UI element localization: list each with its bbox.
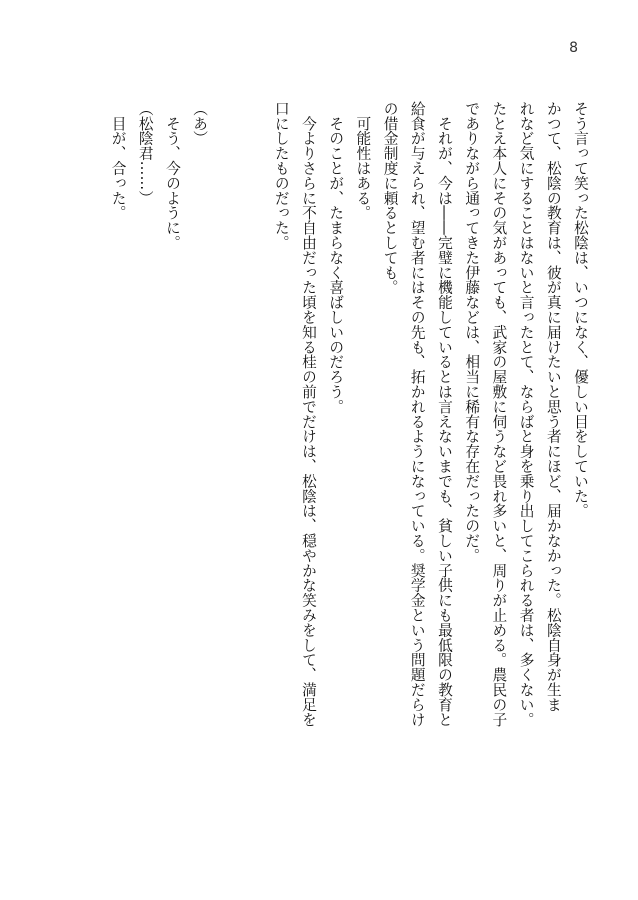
text-line: たとえ本人にその気があっても、武家の屋敷に伺うなど畏れ多いと、周りが止める。農民の子 (490, 101, 508, 727)
blank-line (240, 101, 267, 871)
page-number: 8 (569, 40, 578, 56)
text-line: 目が、合った。 (109, 101, 127, 221)
body-text (44, 101, 594, 871)
text-line: そのことが、たまらなく喜ばしいのだろう。 (327, 101, 345, 414)
text-line: 口にしたものだった。 (272, 101, 290, 250)
text-line: の借金制度に頼るとしても。 (381, 101, 399, 295)
text-line: そう言って笑った松陰は、いつになく、優しい目をしていた。 (572, 101, 589, 519)
text-line: かつて、松陰の教育は、彼が真に届けたいと思う者にほど、届かなかった。松陰自身が生ま (544, 101, 562, 712)
text-line: 給食が与えられ、望む者にはその先も、拓かれるようになっている。奨学金という問題だらけ (408, 101, 426, 727)
text-line: そう、今のように。 (163, 101, 181, 250)
text-line: 可能性はある。 (354, 101, 372, 221)
text-line: れなど気にすることはないと言ったとて、ならばと身を乗り出してこられる者は、多くない。 (517, 101, 535, 727)
text-line: 今よりさらに不自由だった頃を知る桂の前でだけは、松陰は、穏やかな笑みをして、満足を (299, 101, 317, 727)
vertical-text-column (104, 101, 594, 871)
blank-line (213, 101, 240, 871)
text-line: （あ） (191, 101, 209, 146)
text-line: （松陰君……） (136, 101, 154, 206)
text-line: でありながら通ってきた伊藤などは、相当に稀有な存在だったのだ。 (463, 101, 481, 563)
text-line: それが、今は――完璧に機能しているとは言えないまでも、貧しい子供にも最低限の教育と (435, 101, 453, 727)
